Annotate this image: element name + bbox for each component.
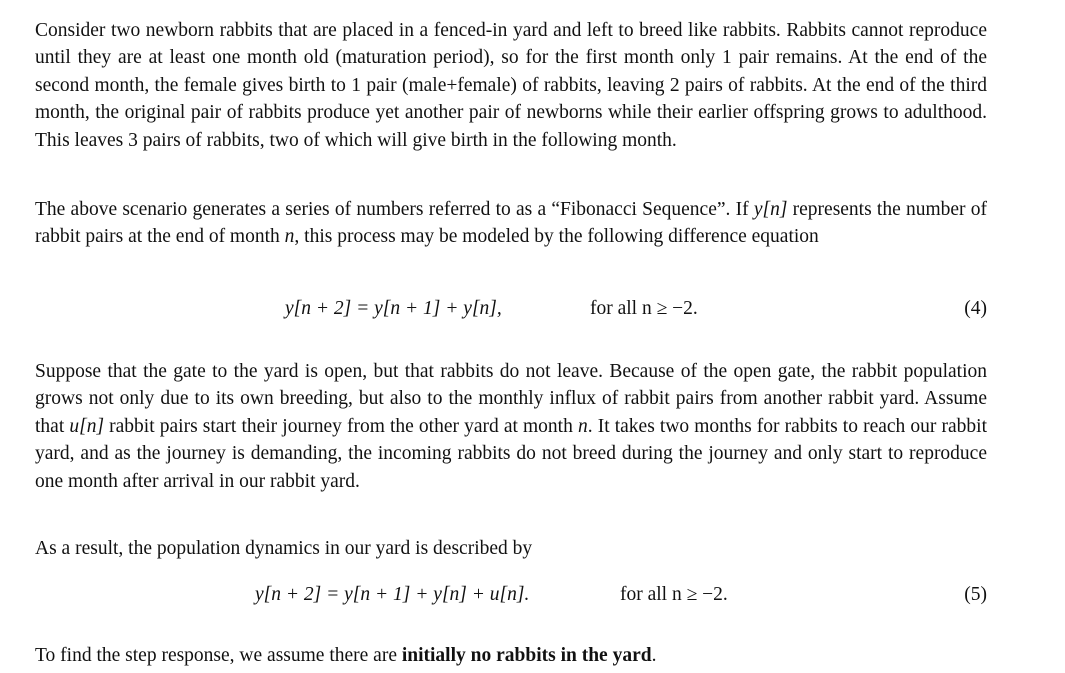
paragraph-fibonacci-intro xyxy=(35,196,987,251)
text-segment: The above scenario generates a series of numbers referred to as a “Fibonacci Sequence”. If xyxy=(35,199,754,220)
equation-5 xyxy=(35,584,987,614)
bold-phrase: initially no rabbits in the yard xyxy=(401,645,652,666)
math-n: n xyxy=(577,415,588,437)
math-n: n xyxy=(284,226,295,248)
paragraph-open-gate xyxy=(35,358,987,495)
text-segment: rabbit pairs start their journey from the other yard at month xyxy=(104,415,578,437)
equation-5-number: (5) xyxy=(964,584,987,605)
paragraph-rabbit-scenario: Consider two newborn rabbits that are placed in a fenced-in yard and left to breed like rabbits. Rabbits cannot reproduce until they are at least one month old (maturation period), so for the first month only 1 pair remains. At the end of the second month, the female gives birth to 1 pair (male+female) of rabbits, leaving 2 pairs of rabbits. At the end of the third month, the original pair of rabbits produce yet another pair of newborns while their earlier offspring grows to adulthood. This leaves 3 pairs of rabbits, two of which will give birth in the following month. xyxy=(35,20,987,151)
equation-4-number: (4) xyxy=(964,298,987,319)
text-segment: Suppose that the gate to the yard is open, but that rabbits do not leave. Because of the open gate, the rabbit population grows not only due to its own breeding, but also to the monthly influx of rabbit pairs from another rabbit yard. Assume that xyxy=(35,361,987,437)
text-segment: , this process may be modeled by the following difference equation xyxy=(294,226,819,248)
text-segment: . xyxy=(651,645,657,666)
paragraph-population-dynamics: As a result, the population dynamics in our yard is described by xyxy=(35,538,533,559)
paragraph-step-response xyxy=(35,642,987,669)
text-segment: To find the step response, we assume there are xyxy=(35,645,402,666)
text-segment: represents the number of rabbit pairs at the end of month xyxy=(35,199,988,248)
text-segment: . It takes two months for rabbits to reach our rabbit yard, and as the journey is demanding, the incoming rabbits do not breed during the journey and only start to reproduce one month after arrival in our rabbit yard. xyxy=(35,415,987,492)
equation-5-expression: y[n + 2] = y[n + 1] + y[n] + u[n]. xyxy=(255,584,530,605)
equation-4-condition: for all n ≥ −2. xyxy=(590,298,698,319)
equation-4-expression: y[n + 2] = y[n + 1] + y[n], xyxy=(285,298,502,319)
equation-5-condition: for all n ≥ −2. xyxy=(620,584,728,605)
math-y-n: y[n] xyxy=(753,199,788,220)
equation-4 xyxy=(35,298,987,328)
math-u-n: u[n] xyxy=(69,415,105,437)
